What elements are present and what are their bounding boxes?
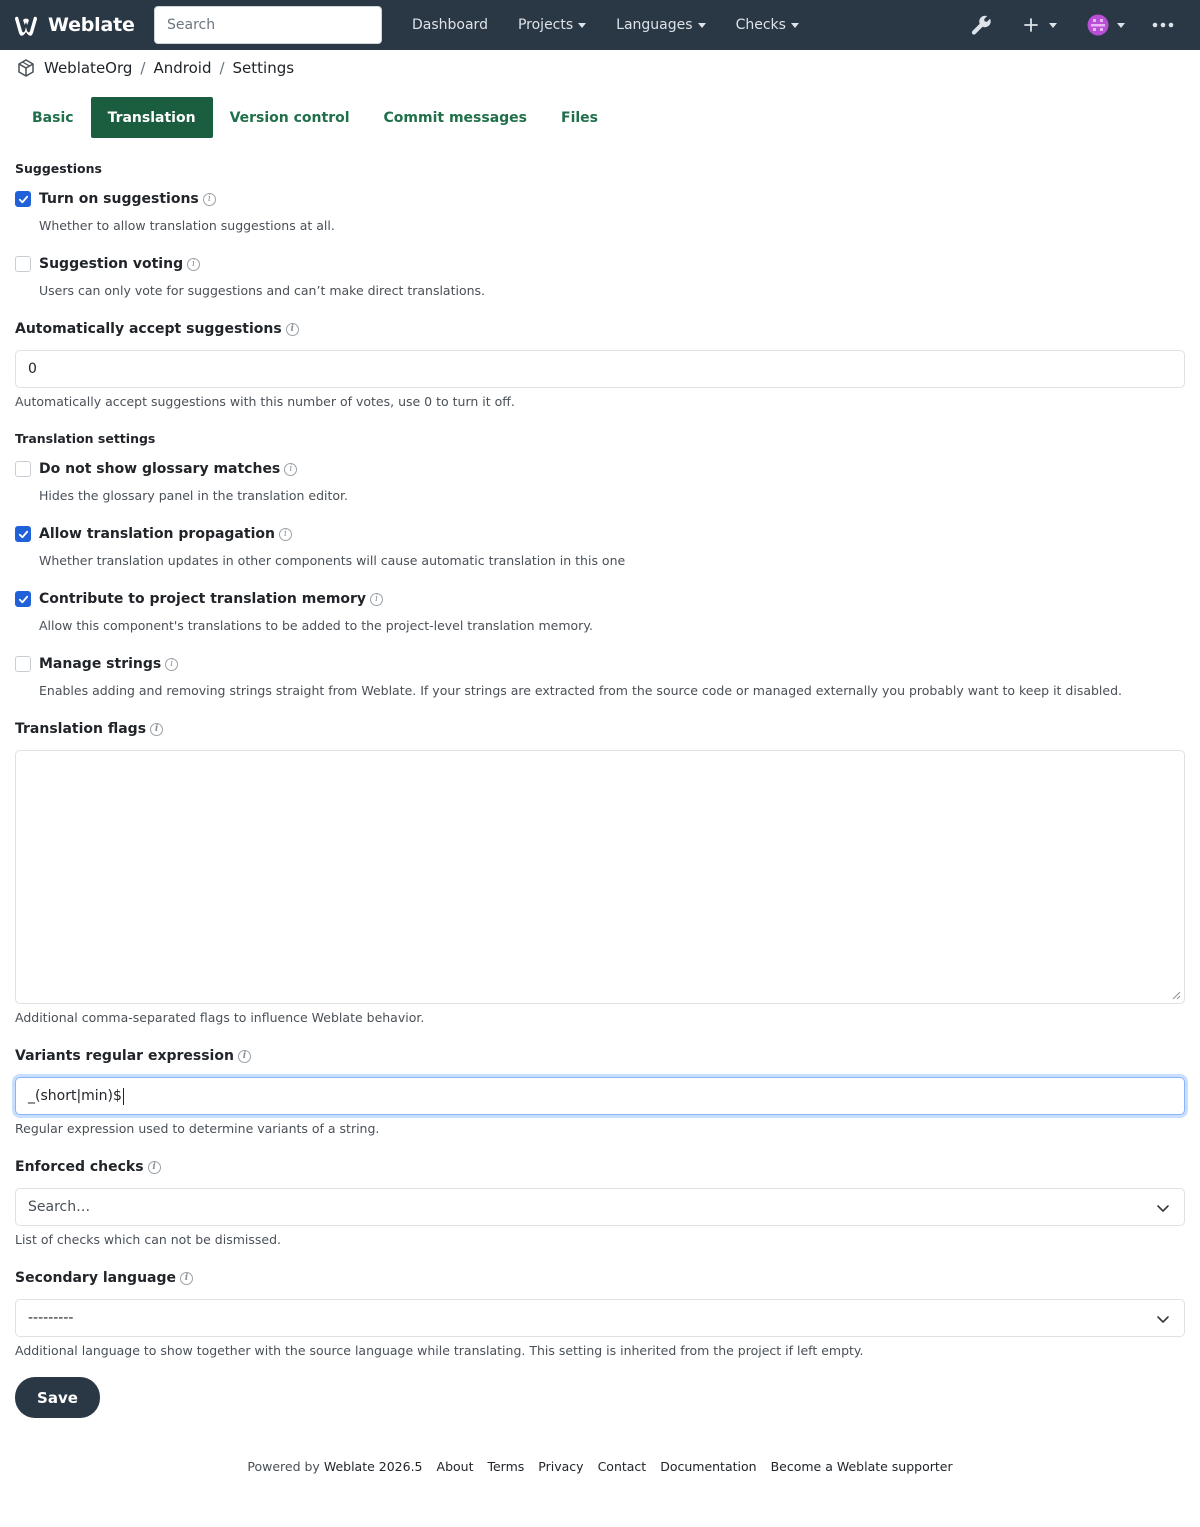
user-menu-button[interactable] (1087, 0, 1125, 50)
suggestion-voting-row[interactable] (15, 256, 200, 272)
suggestion-voting-label[interactable]: Suggestion voting (39, 256, 184, 272)
footer-link-terms[interactable]: Terms (487, 1459, 525, 1474)
no-glossary-label[interactable]: Do not show glossary matches (39, 461, 281, 477)
secondary-language-select[interactable]: --------- (15, 1299, 1185, 1337)
suggestion-voting-checkbox[interactable] (15, 256, 31, 272)
propagation-checkbox[interactable] (15, 526, 31, 542)
info-icon[interactable]: i (150, 723, 163, 736)
auto-accept-label: Automatically accept suggestions i (15, 321, 299, 337)
auto-accept-input[interactable]: 0 (15, 350, 1185, 388)
brand-name: Weblate (48, 14, 135, 36)
settings-tabs (15, 97, 615, 138)
auto-accept-help: Automatically accept suggestions with this number of votes, use 0 to turn it off. (15, 394, 515, 409)
translation-flags-label: Translation flags i (15, 721, 163, 737)
breadcrumb (16, 56, 294, 80)
wrench-icon (970, 14, 992, 36)
manage-strings-help: Enables adding and removing strings straight from Weblate. If your strings are extracted from the source code or managed externally you probably want to keep it disabled. (39, 683, 1122, 698)
save-button[interactable]: Save (15, 1377, 100, 1418)
brand[interactable] (12, 11, 135, 39)
secondary-language-label: Secondary language i (15, 1270, 193, 1286)
no-glossary-help: Hides the glossary panel in the translation editor. (39, 488, 349, 503)
caret-down-icon (1049, 23, 1057, 28)
footer-link-about[interactable]: About (436, 1459, 474, 1474)
search-input[interactable] (154, 6, 382, 44)
footer-link-documentation[interactable]: Documentation (660, 1459, 757, 1474)
project-cube-icon (16, 58, 36, 78)
manage-strings-checkbox[interactable] (15, 656, 31, 672)
enforced-checks-select[interactable]: Search… (15, 1188, 1185, 1226)
resize-grip-icon[interactable] (1172, 991, 1181, 1000)
info-icon[interactable]: i (284, 463, 297, 476)
info-icon[interactable]: i (148, 1161, 161, 1174)
checkmark-icon (18, 529, 29, 540)
contribute-memory-label[interactable]: Contribute to project translation memory (39, 591, 367, 607)
tab-basic[interactable]: Basic (32, 109, 74, 126)
breadcrumb-current: Settings (232, 59, 295, 77)
translation-flags-help: Additional comma-separated flags to influence Weblate behavior. (15, 1010, 425, 1025)
variants-regex-help: Regular expression used to determine variants of a string. (15, 1121, 380, 1136)
info-icon[interactable]: i (279, 528, 292, 541)
tools-button[interactable] (970, 0, 992, 50)
caret-down-icon (698, 23, 706, 28)
info-icon[interactable]: i (203, 193, 216, 206)
nav-projects[interactable]: Projects (503, 17, 601, 33)
suggestions-section-title: Suggestions (15, 161, 102, 176)
nav-languages[interactable]: Languages (601, 17, 720, 33)
chevron-down-icon (1156, 1312, 1170, 1326)
info-icon[interactable]: i (165, 658, 178, 671)
contribute-memory-checkbox[interactable] (15, 591, 31, 607)
breadcrumb-separator: / (219, 59, 225, 77)
footer-powered-by: Powered by Weblate 2026.5 (247, 1459, 423, 1474)
breadcrumb-project[interactable]: WeblateOrg (44, 59, 133, 77)
main-nav (397, 0, 814, 50)
footer-link-supporter[interactable]: Become a Weblate supporter (770, 1459, 953, 1474)
secondary-language-help: Additional language to show together with the source language while translating. This setting is inherited from the project if left empty. (15, 1343, 864, 1358)
add-menu-button[interactable] (1023, 0, 1057, 50)
tab-commit-messages[interactable]: Commit messages (383, 109, 528, 126)
propagation-label[interactable]: Allow translation propagation (39, 526, 275, 542)
footer-version-link[interactable]: Weblate 2026.5 (323, 1459, 423, 1474)
turn-on-suggestions-label[interactable]: Turn on suggestions (39, 191, 199, 207)
more-menu-button[interactable] (1152, 0, 1174, 50)
turn-on-suggestions-help: Whether to allow translation suggestions at all. (39, 218, 335, 233)
info-icon[interactable]: i (180, 1272, 193, 1285)
breadcrumb-component[interactable]: Android (153, 59, 212, 77)
more-dots-icon (1152, 22, 1174, 28)
enforced-checks-label: Enforced checks i (15, 1159, 161, 1175)
checkmark-icon (18, 594, 29, 605)
tab-files[interactable]: Files (561, 109, 599, 126)
suggestion-voting-help: Users can only vote for suggestions and can’t make direct translations. (39, 283, 486, 298)
manage-strings-row[interactable] (15, 656, 178, 672)
chevron-down-icon (1156, 1201, 1170, 1215)
variants-regex-input[interactable]: _(short|min)$ (15, 1077, 1185, 1115)
caret-down-icon (1117, 23, 1125, 28)
info-icon[interactable]: i (286, 323, 299, 336)
footer-link-privacy[interactable]: Privacy (538, 1459, 584, 1474)
breadcrumb-separator: / (140, 59, 146, 77)
plus-icon (1023, 17, 1039, 33)
contribute-memory-row[interactable] (15, 591, 383, 607)
weblate-logo-icon (12, 11, 40, 39)
nav-dashboard[interactable]: Dashboard (412, 17, 488, 33)
turn-on-suggestions-row[interactable] (15, 191, 216, 207)
variants-regex-label: Variants regular expression i (15, 1048, 251, 1064)
translation-settings-section-title: Translation settings (15, 431, 156, 446)
turn-on-suggestions-checkbox[interactable] (15, 191, 31, 207)
nav-checks[interactable]: Checks (721, 17, 814, 33)
info-icon[interactable]: i (370, 593, 383, 606)
footer-link-contact[interactable]: Contact (597, 1459, 647, 1474)
info-icon[interactable]: i (187, 258, 200, 271)
translation-flags-textarea[interactable] (15, 750, 1185, 1004)
propagation-row[interactable] (15, 526, 292, 542)
caret-down-icon (578, 23, 586, 28)
text-cursor (123, 1088, 124, 1105)
footer (0, 1459, 1200, 1474)
info-icon[interactable]: i (238, 1050, 251, 1063)
propagation-help: Whether translation updates in other components will cause automatic translation in this one (39, 553, 626, 568)
enforced-checks-help: List of checks which can not be dismissed. (15, 1232, 281, 1247)
tab-version-control[interactable]: Version control (229, 109, 350, 126)
top-navbar (0, 0, 1200, 50)
avatar (1087, 14, 1109, 36)
no-glossary-checkbox[interactable] (15, 461, 31, 477)
caret-down-icon (791, 23, 799, 28)
checkmark-icon (18, 194, 29, 205)
no-glossary-row[interactable] (15, 461, 297, 477)
manage-strings-label[interactable]: Manage strings (39, 656, 162, 672)
contribute-memory-help: Allow this component's translations to be added to the project-level translation memory. (39, 618, 593, 633)
tab-translation[interactable]: Translation (91, 97, 213, 138)
